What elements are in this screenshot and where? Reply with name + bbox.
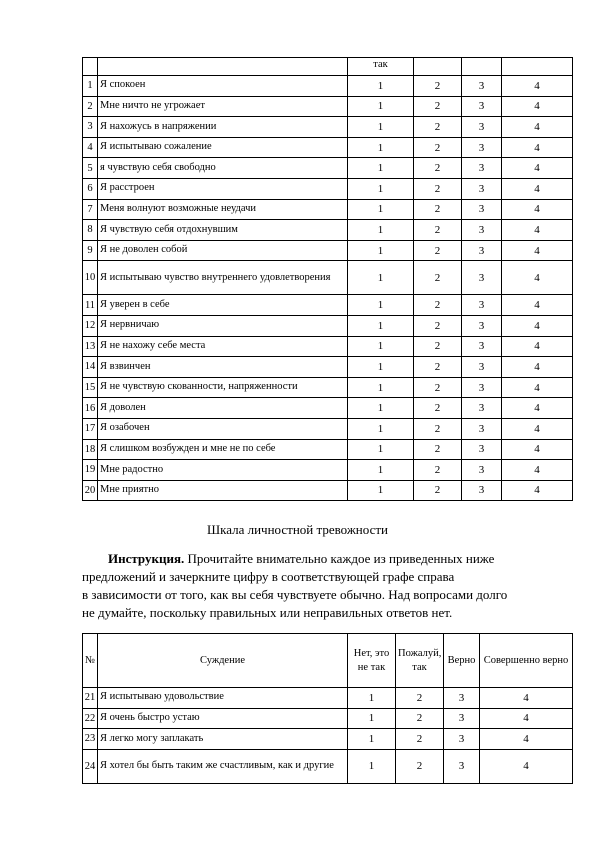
rating-option-4[interactable]: 4 — [502, 76, 573, 97]
header-completely-true: Совершенно верно — [480, 634, 573, 688]
rating-option-3[interactable]: 3 — [462, 377, 502, 398]
table-row — [83, 418, 573, 439]
table-row — [83, 749, 573, 783]
statement-text: Я озабочен — [98, 418, 348, 439]
rating-option-1[interactable]: 1 — [348, 377, 414, 398]
instruction-line-2: предложений и зачеркните цифру в соответствующей графе справа — [82, 569, 455, 584]
table-row — [83, 76, 573, 97]
table-row — [83, 261, 573, 295]
rating-option-1[interactable]: 1 — [348, 178, 414, 199]
rating-option-1[interactable]: 1 — [348, 336, 414, 357]
table-row — [83, 398, 573, 419]
instruction-line-3: в зависимости от того, как вы себя чувствуете обычно. Над вопросами долго — [82, 587, 508, 602]
rating-option-1[interactable]: 1 — [348, 76, 414, 97]
rating-option-2[interactable]: 2 — [414, 480, 462, 501]
table-row — [83, 357, 573, 378]
table-row — [83, 295, 573, 316]
rating-option-2[interactable]: 2 — [414, 418, 462, 439]
row-number: 23 — [83, 729, 98, 750]
rating-option-1[interactable]: 1 — [348, 199, 414, 220]
rating-option-2[interactable]: 2 — [414, 137, 462, 158]
table-row — [83, 460, 573, 481]
rating-option-2[interactable]: 2 — [396, 729, 444, 750]
rating-option-2[interactable]: 2 — [414, 220, 462, 241]
rating-option-3[interactable]: 3 — [462, 336, 502, 357]
rating-option-4[interactable]: 4 — [502, 96, 573, 117]
rating-option-2[interactable]: 2 — [414, 240, 462, 261]
table-row — [83, 117, 573, 138]
rating-option-3[interactable]: 3 — [462, 96, 502, 117]
statement-text: Я взвинчен — [98, 357, 348, 378]
statement-text: Я испытываю чувство внутреннего удовлетворения — [98, 261, 348, 295]
row-number: 4 — [83, 137, 98, 158]
rating-option-2[interactable]: 2 — [414, 178, 462, 199]
row-number: 15 — [83, 377, 98, 398]
row-number: 20 — [83, 480, 98, 501]
rating-option-1[interactable]: 1 — [348, 220, 414, 241]
statement-text: Я испытываю удовольствие — [98, 688, 348, 709]
trait-anxiety-table — [82, 633, 573, 784]
rating-option-1[interactable]: 1 — [348, 315, 414, 336]
rating-option-1[interactable]: 1 — [348, 749, 396, 783]
table-row — [83, 220, 573, 241]
header-fragment: так — [348, 58, 414, 76]
row-number: 8 — [83, 220, 98, 241]
table-row — [83, 199, 573, 220]
rating-option-4[interactable]: 4 — [502, 336, 573, 357]
header-cell-blank — [98, 58, 348, 76]
rating-option-1[interactable]: 1 — [348, 688, 396, 709]
rating-option-1[interactable]: 1 — [348, 418, 414, 439]
statement-text: Я спокоен — [98, 76, 348, 97]
state-anxiety-table — [82, 57, 573, 501]
rating-option-2[interactable]: 2 — [414, 357, 462, 378]
rating-option-1[interactable]: 1 — [348, 357, 414, 378]
rating-option-3[interactable]: 3 — [462, 137, 502, 158]
row-number: 11 — [83, 295, 98, 316]
row-number: 18 — [83, 439, 98, 460]
rating-option-2[interactable]: 2 — [414, 377, 462, 398]
row-number: 21 — [83, 688, 98, 709]
rating-option-3[interactable]: 3 — [462, 220, 502, 241]
header-statement: Суждение — [98, 634, 348, 688]
statement-text: Я уверен в себе — [98, 295, 348, 316]
rating-option-3[interactable]: 3 — [462, 178, 502, 199]
rating-option-2[interactable]: 2 — [414, 315, 462, 336]
rating-option-1[interactable]: 1 — [348, 96, 414, 117]
table-row — [83, 729, 573, 750]
statement-text: Мне ничто не угрожает — [98, 96, 348, 117]
rating-option-1[interactable]: 1 — [348, 240, 414, 261]
rating-option-3[interactable]: 3 — [444, 729, 480, 750]
rating-option-3[interactable]: 3 — [462, 439, 502, 460]
rating-option-1[interactable]: 1 — [348, 460, 414, 481]
rating-option-3[interactable]: 3 — [462, 295, 502, 316]
row-number: 12 — [83, 315, 98, 336]
rating-option-2[interactable]: 2 — [414, 460, 462, 481]
instruction-line-1: Прочитайте внимательно каждое из приведенных ниже — [187, 551, 495, 566]
table-row — [83, 439, 573, 460]
header-cell-blank — [414, 58, 462, 76]
rating-option-4[interactable]: 4 — [502, 199, 573, 220]
rating-option-3[interactable]: 3 — [462, 76, 502, 97]
rating-option-2[interactable]: 2 — [396, 688, 444, 709]
row-number: 16 — [83, 398, 98, 419]
table-row — [83, 480, 573, 501]
row-number: 6 — [83, 178, 98, 199]
statement-text: Я испытываю сожаление — [98, 137, 348, 158]
rating-option-1[interactable]: 1 — [348, 439, 414, 460]
rating-option-4[interactable]: 4 — [502, 295, 573, 316]
row-number: 24 — [83, 749, 98, 783]
header-cell-blank — [83, 58, 98, 76]
statement-text: Я чувствую себя отдохнувшим — [98, 220, 348, 241]
rating-option-2[interactable]: 2 — [414, 295, 462, 316]
table-row — [83, 315, 573, 336]
table-row — [83, 240, 573, 261]
table-row — [83, 377, 573, 398]
statement-text: Я расстроен — [98, 178, 348, 199]
rating-option-4[interactable]: 4 — [480, 688, 573, 709]
table-row — [83, 688, 573, 709]
row-number: 17 — [83, 418, 98, 439]
rating-option-4[interactable]: 4 — [502, 178, 573, 199]
rating-option-1[interactable]: 1 — [348, 158, 414, 179]
statement-text: Я не чувствую скованности, напряженности — [98, 377, 348, 398]
statement-text: Мне приятно — [98, 480, 348, 501]
statement-text: Я очень быстро устаю — [98, 708, 348, 729]
rating-option-3[interactable]: 3 — [444, 708, 480, 729]
table-header-fragment-row — [83, 58, 573, 76]
table-row — [83, 336, 573, 357]
rating-option-4[interactable]: 4 — [502, 240, 573, 261]
instruction-paragraph — [82, 550, 577, 622]
statement-text: Я хотел бы быть таким же счастливым, как и другие — [98, 749, 348, 783]
rating-option-3[interactable]: 3 — [462, 240, 502, 261]
rating-option-4[interactable]: 4 — [502, 398, 573, 419]
rating-option-2[interactable]: 2 — [414, 398, 462, 419]
statement-text: я чувствую себя свободно — [98, 158, 348, 179]
rating-option-4[interactable]: 4 — [502, 480, 573, 501]
header-cell-blank — [502, 58, 573, 76]
rating-option-1[interactable]: 1 — [348, 480, 414, 501]
rating-option-3[interactable]: 3 — [462, 158, 502, 179]
row-number: 10 — [83, 261, 98, 295]
rating-option-1[interactable]: 1 — [348, 708, 396, 729]
row-number: 3 — [83, 117, 98, 138]
rating-option-4[interactable]: 4 — [480, 729, 573, 750]
header-true: Верно — [444, 634, 480, 688]
scale-title: Шкала личностной тревожности — [206, 522, 388, 537]
row-number: 13 — [83, 336, 98, 357]
row-number: 2 — [83, 96, 98, 117]
rating-option-3[interactable]: 3 — [462, 460, 502, 481]
rating-option-4[interactable]: 4 — [502, 439, 573, 460]
rating-option-1[interactable]: 1 — [348, 261, 414, 295]
row-number: 7 — [83, 199, 98, 220]
rating-option-2[interactable]: 2 — [414, 117, 462, 138]
rating-option-2[interactable]: 2 — [414, 439, 462, 460]
rating-option-3[interactable]: 3 — [462, 315, 502, 336]
rating-option-2[interactable]: 2 — [396, 708, 444, 729]
rating-option-4[interactable]: 4 — [502, 357, 573, 378]
rating-option-2[interactable]: 2 — [414, 261, 462, 295]
header-number: № — [83, 634, 98, 688]
row-number: 5 — [83, 158, 98, 179]
rating-option-4[interactable]: 4 — [502, 137, 573, 158]
header-not-so: Нет, это не так — [348, 634, 396, 688]
row-number: 9 — [83, 240, 98, 261]
rating-option-4[interactable]: 4 — [502, 460, 573, 481]
row-number: 14 — [83, 357, 98, 378]
statement-text: Я легко могу заплакать — [98, 729, 348, 750]
rating-option-2[interactable]: 2 — [414, 158, 462, 179]
rating-option-1[interactable]: 1 — [348, 295, 414, 316]
table-row — [83, 178, 573, 199]
rating-option-2[interactable]: 2 — [414, 96, 462, 117]
rating-option-3[interactable]: 3 — [462, 117, 502, 138]
row-number: 22 — [83, 708, 98, 729]
rating-option-4[interactable]: 4 — [502, 220, 573, 241]
statement-text: Меня волнуют возможные неудачи — [98, 199, 348, 220]
table-row — [83, 708, 573, 729]
instruction-label: Инструкция. — [108, 551, 185, 566]
instruction-line-4: не думайте, поскольку правильных или неправильных ответов нет. — [82, 605, 453, 620]
table-row — [83, 158, 573, 179]
rating-option-3[interactable]: 3 — [462, 418, 502, 439]
rating-option-4[interactable]: 4 — [502, 261, 573, 295]
rating-option-4[interactable]: 4 — [502, 158, 573, 179]
rating-option-4[interactable]: 4 — [502, 117, 573, 138]
rating-option-4[interactable]: 4 — [502, 377, 573, 398]
rating-option-3[interactable]: 3 — [444, 749, 480, 783]
rating-option-3[interactable]: 3 — [462, 199, 502, 220]
statement-text: Я нервничаю — [98, 315, 348, 336]
header-cell-blank — [462, 58, 502, 76]
statement-text: Я не доволен собой — [98, 240, 348, 261]
rating-option-3[interactable]: 3 — [462, 480, 502, 501]
rating-option-4[interactable]: 4 — [480, 708, 573, 729]
rating-option-2[interactable]: 2 — [414, 199, 462, 220]
row-number: 1 — [83, 76, 98, 97]
rating-option-1[interactable]: 1 — [348, 729, 396, 750]
statement-text: Я нахожусь в напряжении — [98, 117, 348, 138]
rating-option-3[interactable]: 3 — [462, 398, 502, 419]
rating-option-1[interactable]: 1 — [348, 398, 414, 419]
rating-option-2[interactable]: 2 — [414, 76, 462, 97]
rating-option-1[interactable]: 1 — [348, 117, 414, 138]
rating-option-4[interactable]: 4 — [502, 418, 573, 439]
rating-option-1[interactable]: 1 — [348, 137, 414, 158]
header-perhaps-so: Пожалуй, так — [396, 634, 444, 688]
table-row — [83, 137, 573, 158]
rating-option-4[interactable]: 4 — [480, 749, 573, 783]
statement-text: Я доволен — [98, 398, 348, 419]
rating-option-2[interactable]: 2 — [414, 336, 462, 357]
rating-option-2[interactable]: 2 — [396, 749, 444, 783]
rating-option-4[interactable]: 4 — [502, 315, 573, 336]
statement-text: Я не нахожу себе места — [98, 336, 348, 357]
rating-option-3[interactable]: 3 — [444, 688, 480, 709]
rating-option-3[interactable]: 3 — [462, 261, 502, 295]
statement-text: Мне радостно — [98, 460, 348, 481]
table-row — [83, 96, 573, 117]
rating-option-3[interactable]: 3 — [462, 357, 502, 378]
row-number: 19 — [83, 460, 98, 481]
statement-text: Я слишком возбужден и мне не по себе — [98, 439, 348, 460]
table-header-row — [83, 634, 573, 688]
